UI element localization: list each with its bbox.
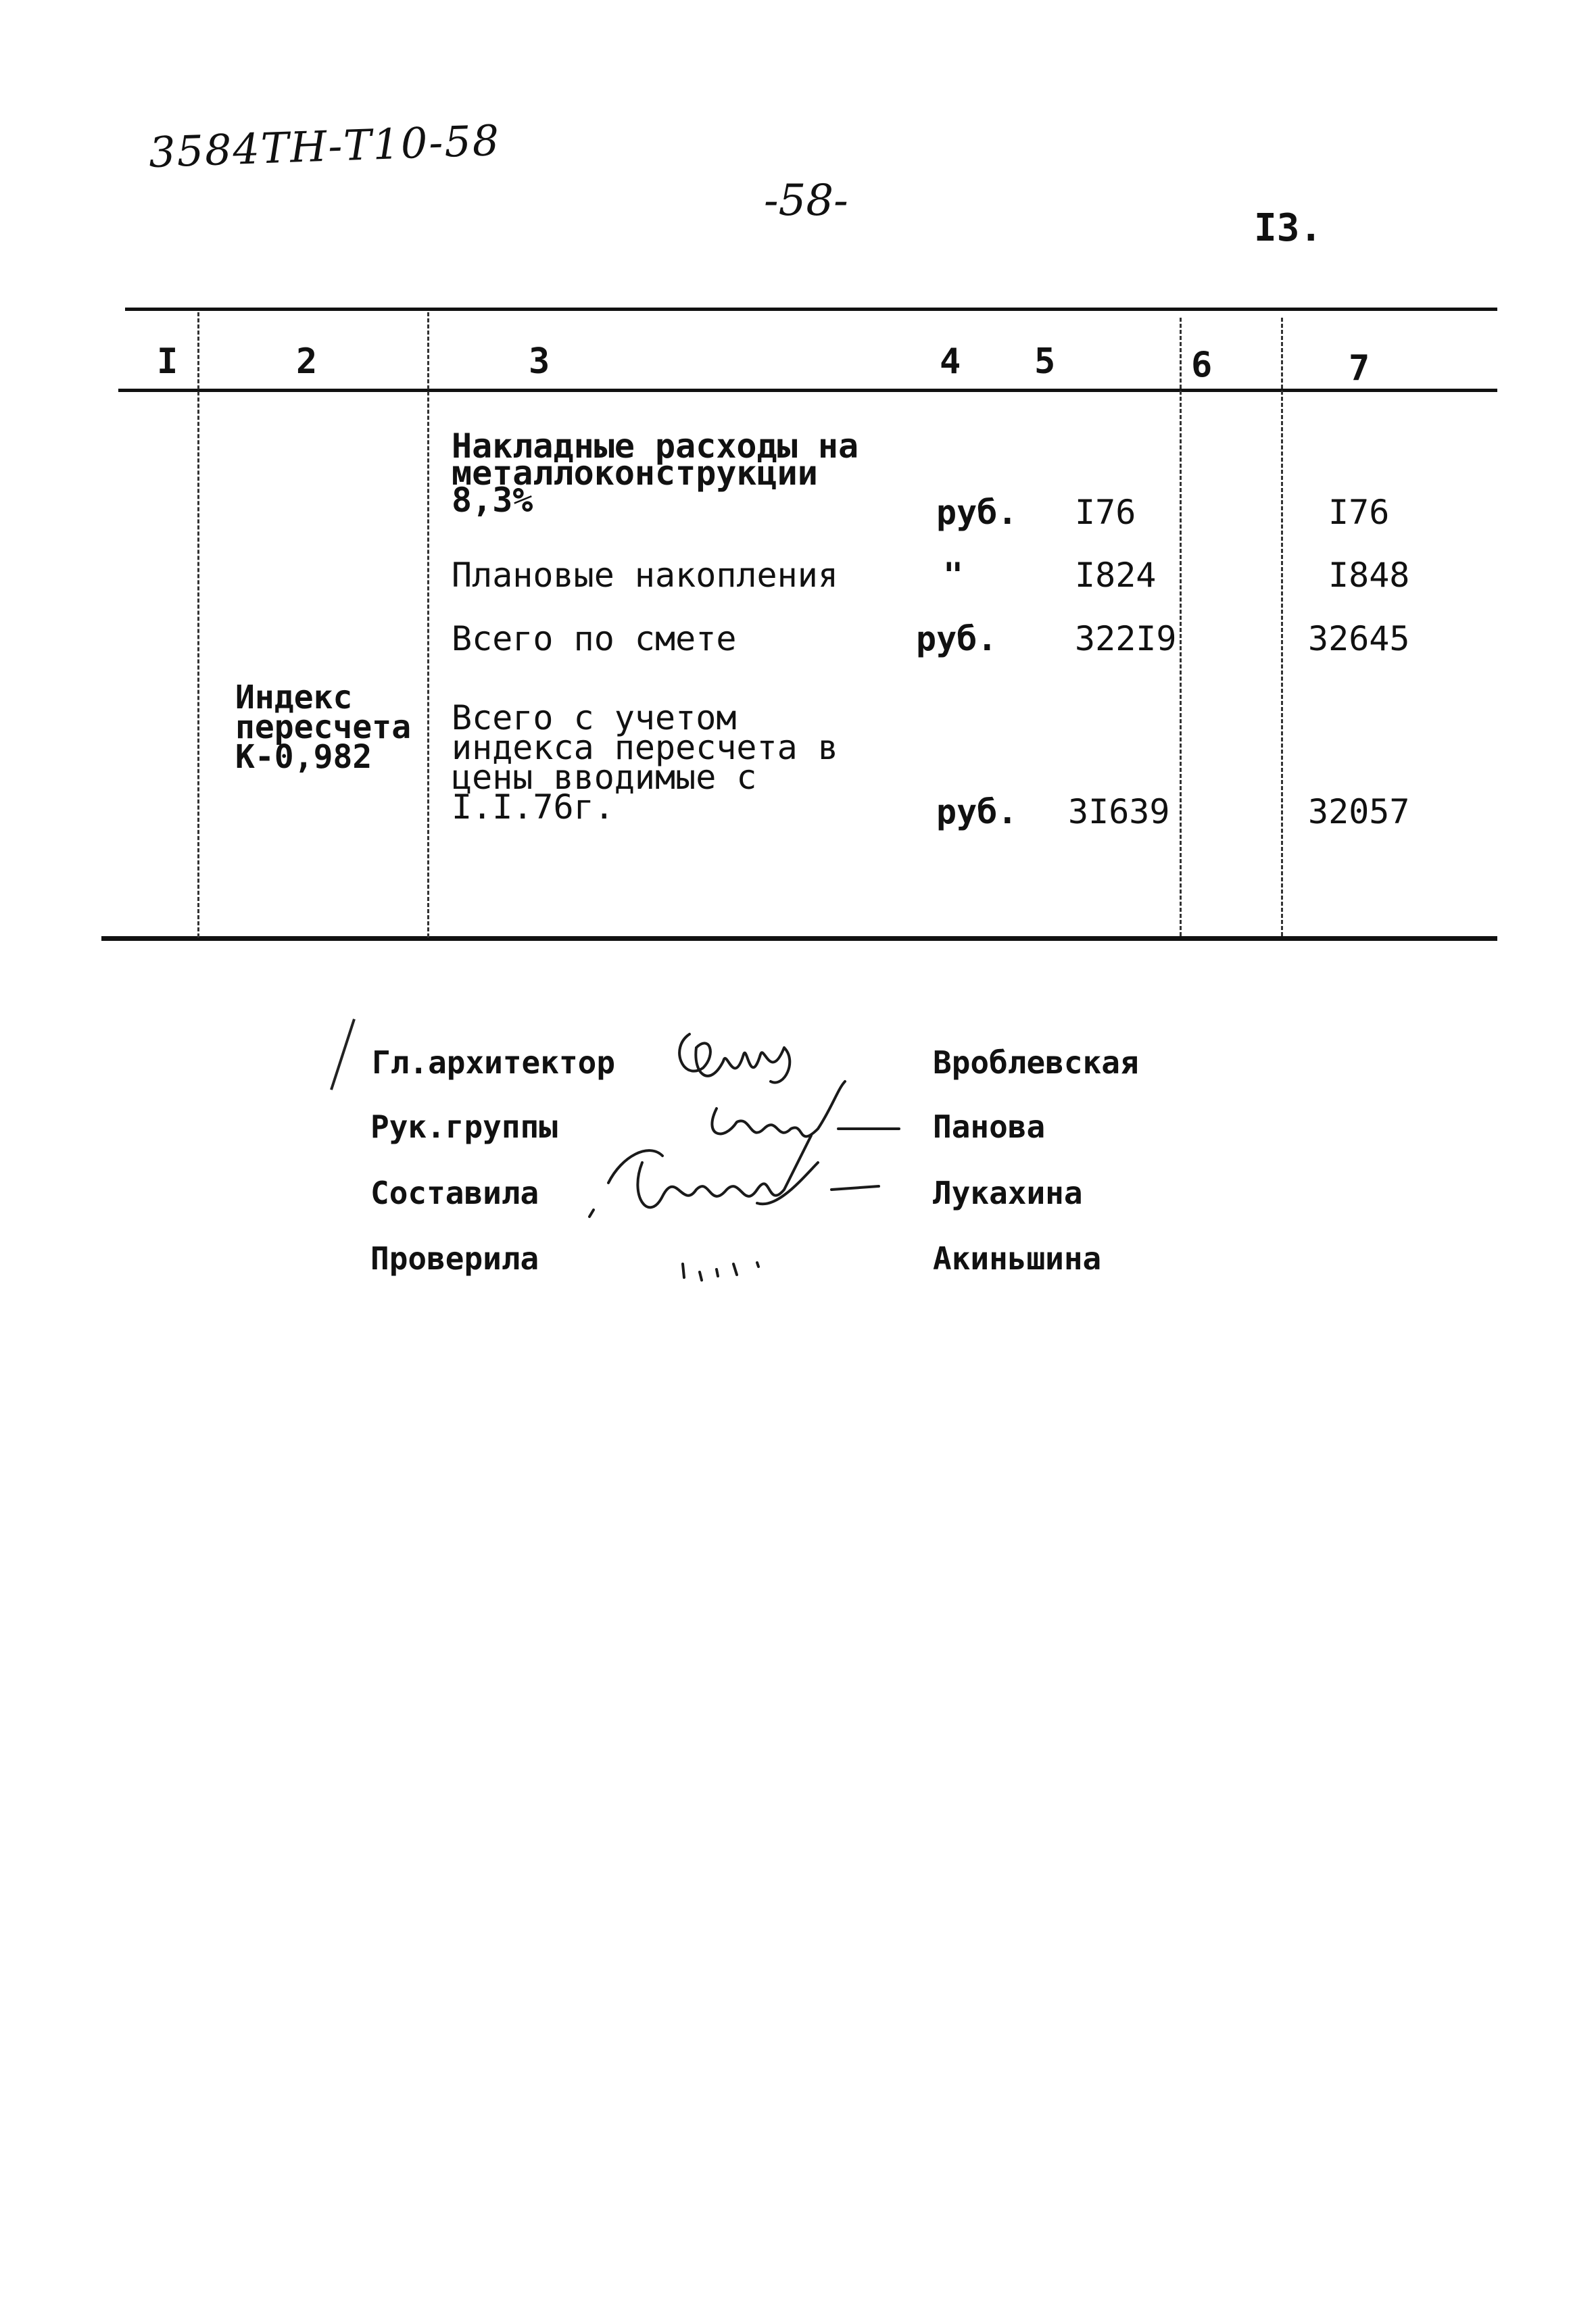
row4-index-label: Индекс пересчета К-0,982 <box>235 679 412 776</box>
row4-unit: руб. <box>936 792 1018 831</box>
row4-description: Всего с учетом индекса пересчета в цены вводимые с I.I.76г. <box>452 698 838 827</box>
col-header-7: 7 <box>1349 348 1370 389</box>
row3-col7: 32645 <box>1308 619 1410 658</box>
col-separator-2 <box>427 312 429 937</box>
row1-col5: I76 <box>1075 493 1136 532</box>
signature-role-2: Рук.группы <box>370 1108 558 1145</box>
col-separator-1 <box>197 312 199 937</box>
col-header-3: 3 <box>529 341 550 382</box>
col-header-6: 6 <box>1191 345 1213 385</box>
signature-role-1: Гл.архитектор <box>372 1044 616 1081</box>
page-number: -58- <box>764 176 848 226</box>
document-code: 3584ТН-Т10-58 <box>147 115 502 178</box>
col-separator-6 <box>1281 318 1283 936</box>
row1-unit: руб. <box>936 493 1018 532</box>
signature-role-4: Проверила <box>370 1240 539 1277</box>
sheet-number: I3. <box>1254 206 1323 250</box>
row2-col7: I848 <box>1328 556 1410 595</box>
row2-unit: " <box>943 556 964 595</box>
row1-description: Накладные расходы на металлоконструкции 8,3% <box>452 427 859 520</box>
signature-name-3: Лукахина <box>933 1175 1083 1211</box>
table-bottom-rule <box>101 936 1497 941</box>
row1-col7: I76 <box>1328 493 1390 532</box>
row4-col5: 3I639 <box>1068 792 1170 831</box>
col-header-5: 5 <box>1034 341 1056 382</box>
signature-name-2: Панова <box>933 1108 1046 1145</box>
header-bottom-rule <box>118 389 1497 392</box>
row3-col5: 322I9 <box>1075 619 1177 658</box>
col-separator-5 <box>1180 318 1182 936</box>
row3-description: Всего по смете <box>452 619 737 658</box>
row4-col7: 32057 <box>1308 792 1410 831</box>
signature-name-4: Акиньшина <box>933 1240 1102 1277</box>
signature-role-3: Составила <box>370 1175 539 1211</box>
margin-slash-mark <box>330 1019 356 1090</box>
col-header-4: 4 <box>940 341 961 382</box>
row2-col5: I824 <box>1075 556 1157 595</box>
row2-description: Плановые накопления <box>452 556 838 595</box>
table-top-rule <box>125 308 1497 311</box>
handwritten-signatures <box>581 1007 933 1305</box>
col-header-1: I <box>157 341 178 382</box>
signature-name-1: Вроблевская <box>933 1044 1139 1081</box>
row3-unit: руб. <box>916 619 998 658</box>
col-header-2: 2 <box>296 341 318 382</box>
